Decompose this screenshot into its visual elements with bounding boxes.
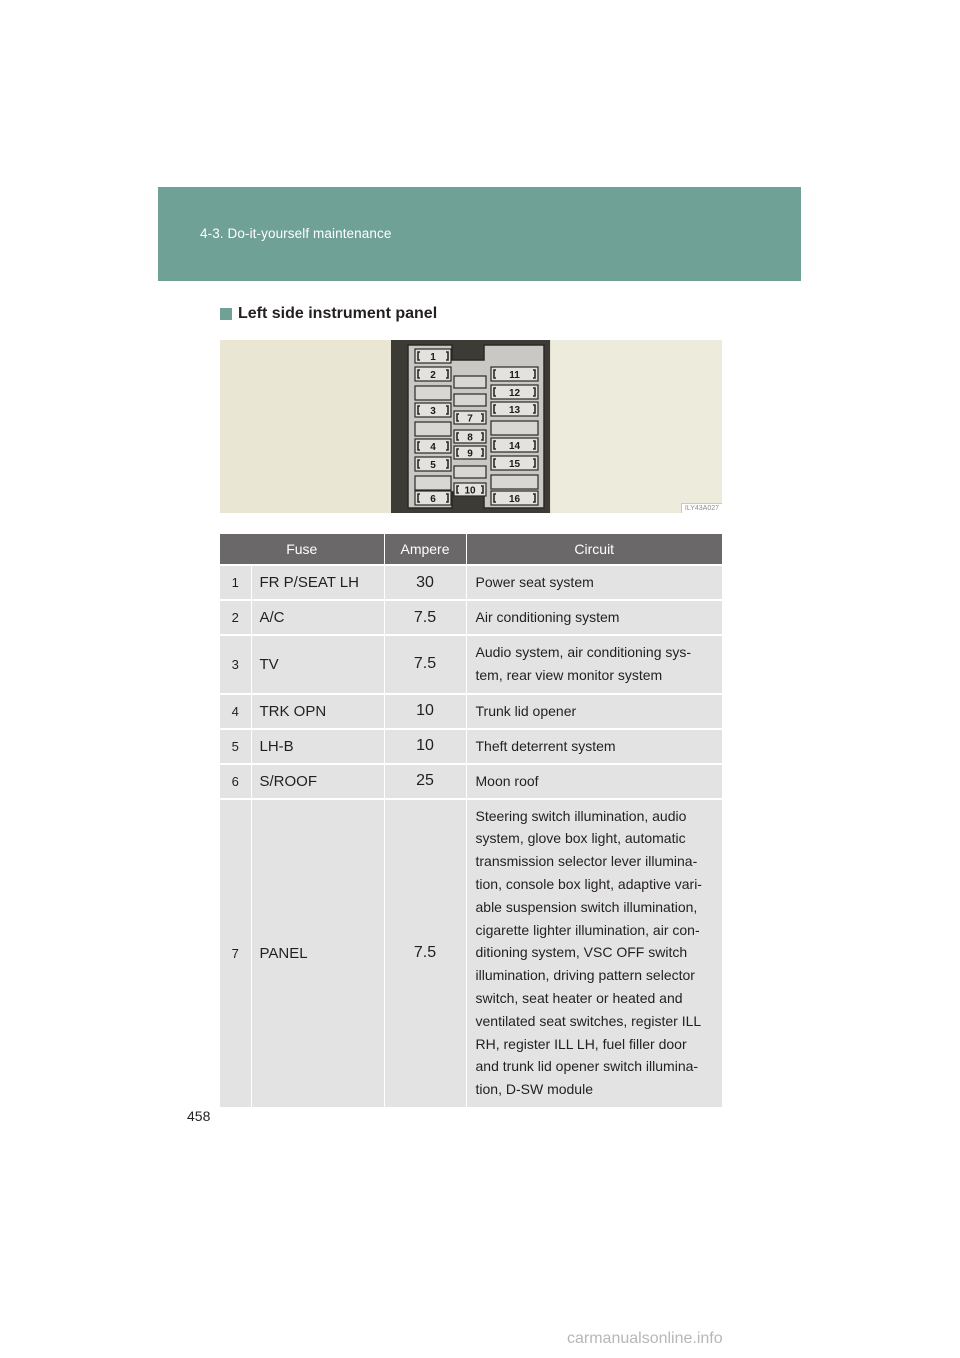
fuse-circuit: Trunk lid opener [466,694,722,729]
fuse-name: TRK OPN [251,694,384,729]
fuse-slot-label: 16 [508,494,521,505]
fuse-number: 6 [220,764,251,799]
fuse-number: 5 [220,729,251,764]
fuse-ampere: 7.5 [384,635,466,694]
fuse-ampere: 30 [384,565,466,600]
empty-fuse-slot [454,394,486,406]
fuse-name: LH-B [251,729,384,764]
table-row [220,764,722,799]
fuse-circuit: Theft deterrent system [466,729,722,764]
fuse-number: 2 [220,600,251,635]
fuse-ampere: 25 [384,764,466,799]
empty-fuse-slot [415,386,451,400]
fuse-circuit: Steering switch illumination, audio system, glove box light, automatic transmission selector lever illumina- tion, console box light, adaptive vari- able suspension switch illumination, cigarette lighter illumination, air con- ditioning system, VSC OFF switch illumination, driving pattern selector switch, seat heater or heated and ventilated seat switches, register ILL RH, register ILL LH, fuel filler door and trunk lid opener switch illumina- tion, D-SW module [466,799,722,1107]
watermark: carmanualsonline.info [567,1330,723,1347]
fuse-name: PANEL [251,799,384,1107]
fuse-box-illustration [220,340,722,513]
empty-fuse-slot [491,475,538,489]
fuse-slot-label: 11 [509,370,520,381]
bullet-square-icon [220,308,232,320]
header-circuit: Circuit [466,534,722,565]
fuse-slot-label: 14 [508,441,521,452]
fuse-name: A/C [251,600,384,635]
fuse-ampere: 10 [384,694,466,729]
empty-fuse-slot [491,421,538,435]
header-fuse: Fuse [220,534,384,565]
section-header-band [158,187,801,281]
empty-fuse-slot [454,376,486,388]
fuse-slot-label: 7 [467,413,473,425]
fuse-slot-label: 12 [508,388,521,399]
fuse-name: S/ROOF [251,764,384,799]
fuse-slot-label: 9 [467,448,473,460]
fuse-number: 1 [220,565,251,600]
subheading-text: Left side instrument panel [238,305,438,322]
subheading [220,305,437,323]
empty-fuse-slot [415,422,451,436]
fuse-box-diagram [220,340,722,513]
fuse-name: TV [251,635,384,694]
fuse-slot-label: 3 [430,406,436,417]
page-number: 458 [187,1108,211,1124]
fuse-circuit: Air conditioning system [466,600,722,635]
table-row [220,565,722,600]
fuse-ampere: 7.5 [384,600,466,635]
fuse-ampere: 10 [384,729,466,764]
fuse-number: 3 [220,635,251,694]
figure-code: ILY43A027 [681,503,722,513]
fuse-slot-label: 8 [467,432,473,444]
fuse-slot-label: 4 [430,442,436,453]
table-row [220,694,722,729]
section-title: 4-3. Do-it-yourself maintenance [200,226,392,241]
fuse-slot-label: 6 [430,494,436,505]
fuse-name: FR P/SEAT LH [251,565,384,600]
fuse-ampere: 7.5 [384,799,466,1107]
empty-fuse-slot [454,466,486,478]
fuse-slot-label: 13 [508,405,521,416]
fuse-table [220,534,722,1107]
fuse-circuit: Moon roof [466,764,722,799]
header-ampere: Ampere [384,534,466,565]
fuse-number: 7 [220,799,251,1107]
fuse-number: 4 [220,694,251,729]
table-row [220,729,722,764]
fuse-slot-label: 10 [464,485,476,497]
table-row [220,600,722,635]
empty-fuse-slot [415,476,451,490]
fuse-slot-label: 5 [430,460,436,471]
table-header-row [220,534,722,565]
fuse-slot-label: 15 [508,459,521,470]
table-row [220,635,722,694]
fuse-slot-label: 2 [430,370,436,381]
fuse-circuit: Audio system, air conditioning sys- tem, rear view monitor system [466,635,722,694]
fuse-circuit: Power seat system [466,565,722,600]
table-row [220,799,722,1107]
fuse-slot-label: 1 [430,352,436,363]
